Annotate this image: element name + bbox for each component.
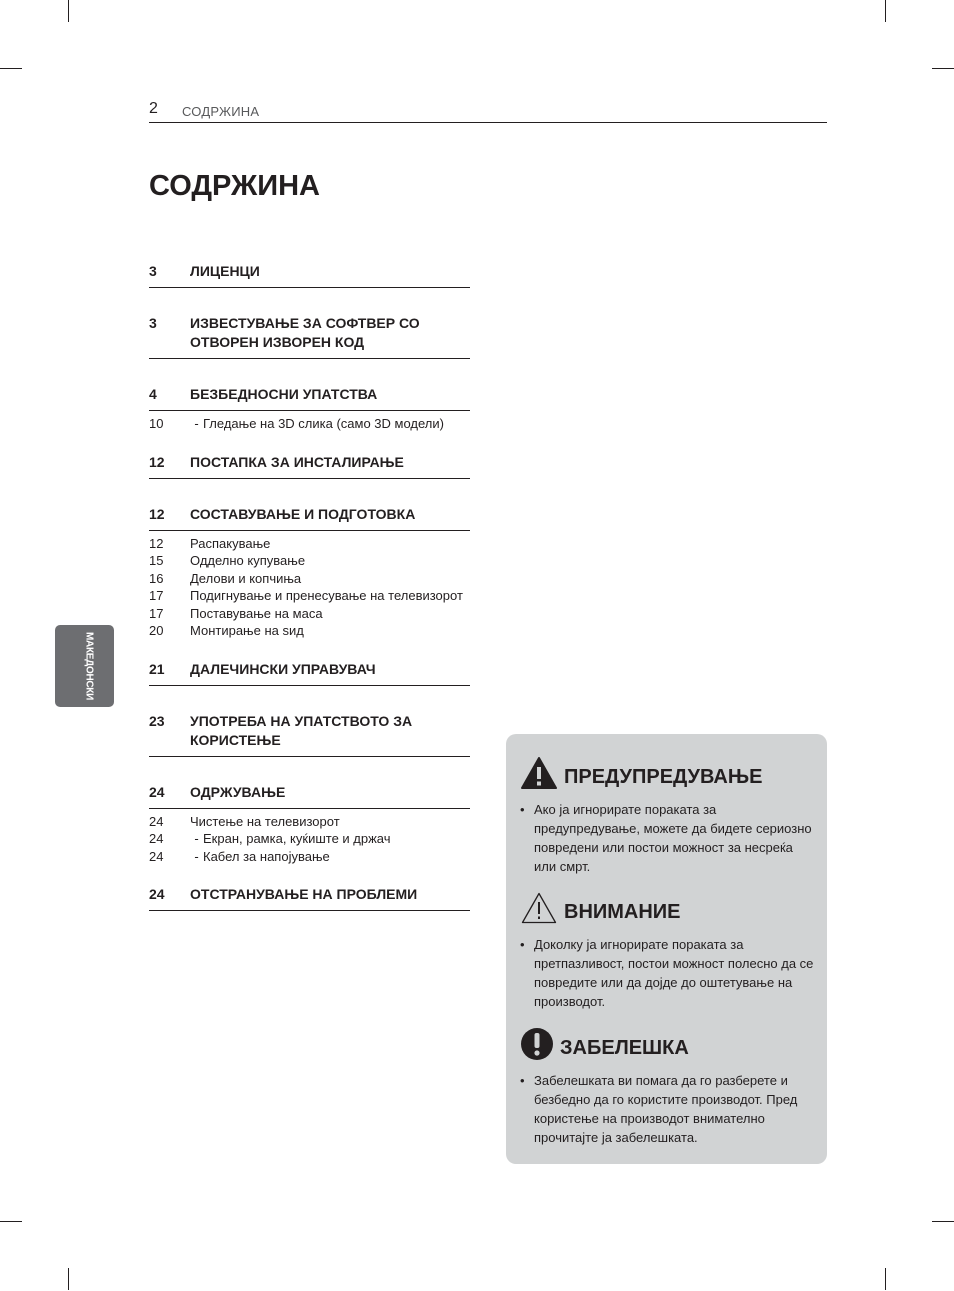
toc-sub-page-number: 16 bbox=[149, 570, 164, 586]
crop-mark bbox=[885, 0, 886, 22]
note-title: ЗАБЕЛЕШКА bbox=[560, 1037, 689, 1059]
notices-box bbox=[506, 734, 827, 1164]
toc-sub-page-number: 20 bbox=[149, 623, 164, 638]
toc-sub-page-number: 24 bbox=[149, 831, 164, 846]
toc-sub-title: Делови и копчиња bbox=[190, 570, 302, 586]
toc-heading-title: СОСТАВУВАЊЕ И ПОДГОТОВКА bbox=[190, 505, 416, 522]
toc-page-number: 4 bbox=[149, 386, 157, 402]
toc-heading-title: ОТСТРАНУВАЊЕ НА ПРОБЛЕМИ bbox=[190, 886, 418, 902]
toc-sub-item bbox=[149, 552, 470, 570]
toc-sub-title: Чистење на телевизорот bbox=[190, 813, 340, 829]
toc-section bbox=[149, 877, 470, 911]
toc-heading-title: БЕЗБЕДНОСНИ УПАТСТВА bbox=[190, 386, 378, 402]
table-of-contents bbox=[149, 254, 470, 929]
toc-heading bbox=[149, 254, 470, 288]
caution-outline-icon bbox=[520, 891, 558, 930]
toc-heading-title: ПОСТАПКА ЗА ИНСТАЛИРАЊЕ bbox=[190, 453, 404, 470]
crop-mark bbox=[68, 0, 69, 22]
toc-heading bbox=[149, 652, 470, 686]
toc-sub-page-number: 10 bbox=[149, 416, 164, 431]
toc-sub-item bbox=[149, 587, 470, 605]
caution-text bbox=[520, 935, 814, 1011]
toc-heading bbox=[149, 775, 470, 809]
toc-sub-title: Гледање на 3D слика (само 3D модели) bbox=[203, 416, 444, 431]
toc-sub-page-number: 17 bbox=[149, 588, 164, 603]
toc-heading-title: УПОТРЕБА НА УПАТСТВОТО ЗА КОРИСТЕЊЕ bbox=[190, 712, 413, 748]
note-body: Забелешката ви помага да го разберете и безбедно да го користите производот. Пред користење на производот внимателно прочитајте ја забелешката. bbox=[534, 1073, 798, 1145]
toc-sub-page-number: 12 bbox=[149, 535, 164, 551]
toc-section bbox=[149, 704, 470, 757]
crop-mark bbox=[885, 1268, 886, 1290]
toc-page-number: 24 bbox=[149, 886, 165, 902]
warning-title: ПРЕДУПРЕДУВАЊЕ bbox=[564, 766, 763, 788]
toc-page-number: 24 bbox=[149, 783, 165, 800]
warning-text bbox=[520, 800, 814, 876]
toc-page-number: 12 bbox=[149, 453, 165, 470]
toc-sub-list bbox=[149, 531, 470, 640]
crop-mark bbox=[0, 1221, 22, 1222]
toc-sub-dash: - bbox=[194, 831, 199, 846]
caution-body: Доколку ја игнорирате пораката за претпазливост, постои можност полесно да се повредите или да дојде до оштетување на производот. bbox=[534, 937, 814, 1009]
crop-mark bbox=[932, 1221, 954, 1222]
toc-heading-title: ДАЛЕЧИНСКИ УПРАВУВАЧ bbox=[190, 660, 376, 677]
toc-sub-dash: - bbox=[194, 416, 199, 431]
running-header-title: СОДРЖИНА bbox=[182, 104, 260, 119]
toc-heading bbox=[149, 445, 470, 479]
toc-heading bbox=[149, 497, 470, 531]
toc-sub-list bbox=[149, 809, 470, 866]
running-header bbox=[149, 100, 827, 123]
toc-sub-item bbox=[149, 570, 470, 588]
toc-sub-page-number: 24 bbox=[149, 848, 164, 864]
toc-page-number: 21 bbox=[149, 660, 165, 677]
toc-sub-item bbox=[149, 848, 470, 866]
toc-sub-page-number: 24 bbox=[149, 813, 164, 829]
toc-sub-item bbox=[149, 535, 470, 553]
bullet: • bbox=[520, 937, 525, 952]
toc-section bbox=[149, 497, 470, 640]
toc-sub-title: Екран, рамка, куќиште и држач bbox=[203, 831, 391, 846]
toc-sub-title: Подигнување и пренесување на телевизорот bbox=[190, 588, 463, 603]
warning-filled-icon bbox=[520, 756, 558, 795]
toc-sub-list bbox=[149, 411, 470, 433]
toc-heading bbox=[149, 306, 470, 359]
toc-heading bbox=[149, 877, 470, 911]
toc-sub-title: Одделно купување bbox=[190, 553, 306, 568]
toc-sub-item bbox=[149, 605, 470, 623]
toc-sub-item bbox=[149, 415, 470, 433]
toc-section bbox=[149, 652, 470, 686]
toc-sub-title: Монтирање на ѕид bbox=[190, 623, 304, 638]
warning-body: Ако ја игнорирате пораката за предупредување, можете да бидете сериозно повредени или постои можност за несреќа или смрт. bbox=[534, 802, 812, 874]
toc-section bbox=[149, 775, 470, 866]
toc-section bbox=[149, 377, 470, 433]
toc-heading bbox=[149, 704, 470, 757]
exclamation-circle-icon bbox=[520, 1027, 554, 1066]
toc-section bbox=[149, 254, 470, 288]
toc-sub-item bbox=[149, 830, 470, 848]
toc-section bbox=[149, 306, 470, 359]
page-number: 2 bbox=[149, 100, 158, 117]
toc-sub-item bbox=[149, 622, 470, 640]
page-title: СОДРЖИНА bbox=[149, 170, 320, 202]
bullet: • bbox=[520, 1073, 525, 1088]
crop-mark bbox=[932, 68, 954, 69]
toc-heading-title: ОДРЖУВАЊЕ bbox=[190, 783, 286, 800]
toc-sub-page-number: 17 bbox=[149, 605, 164, 621]
bullet: • bbox=[520, 802, 525, 817]
crop-mark bbox=[68, 1268, 69, 1290]
toc-sub-item bbox=[149, 813, 470, 831]
toc-page-number: 3 bbox=[149, 263, 157, 279]
toc-sub-title: Распакување bbox=[190, 535, 271, 551]
toc-heading bbox=[149, 377, 470, 411]
toc-page-number: 12 bbox=[149, 505, 165, 522]
toc-heading-title: ИЗВЕСТУВАЊЕ ЗА СОФТВЕР СО ОТВОРЕН ИЗВОРЕН КОД bbox=[190, 315, 420, 350]
toc-sub-page-number: 15 bbox=[149, 553, 164, 568]
note-text bbox=[520, 1071, 814, 1147]
crop-mark bbox=[0, 68, 22, 69]
toc-sub-title: Кабел за напојување bbox=[203, 848, 330, 864]
toc-sub-title: Поставување на маса bbox=[190, 605, 323, 621]
toc-sub-dash: - bbox=[194, 848, 199, 864]
toc-heading-title: ЛИЦЕНЦИ bbox=[190, 263, 260, 279]
toc-section bbox=[149, 445, 470, 479]
language-side-tab-label: МАКЕДОНСКИ bbox=[83, 632, 95, 700]
toc-page-number: 23 bbox=[149, 712, 165, 729]
toc-page-number: 3 bbox=[149, 315, 157, 331]
caution-title: ВНИМАНИЕ bbox=[564, 901, 681, 923]
